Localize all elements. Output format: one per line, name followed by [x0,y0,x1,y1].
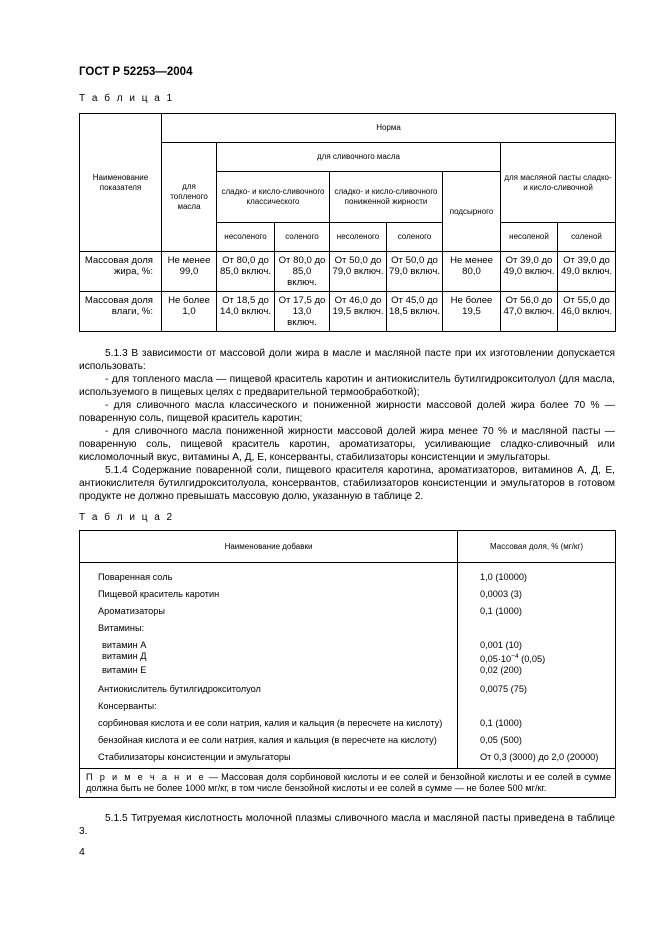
t2-value: 0,1 (1000) [458,606,616,623]
t2-value: 0,1 (1000) [458,718,616,735]
table2 [79,530,616,798]
paragraph: - для топленого масла — пищевой краситель каротин и антиокислитель бутилгидрокситолуол (для масла, используемого в пищевых целях с предварительной термообработкой); [79,374,615,398]
t2-value: 0,0075 (75) [458,684,616,701]
note-text: — Массовая доля сорбиновой кислоты и ее солей и бензойной кислоты и ее солей в сумме должна быть не более 1000 мг/кг, в том числе бензойной кислоты и ее солей в сумме — не более 500 мг/кг. [86,772,611,794]
t1-classic-header: сладко- и кисло-сливочного классического [217,172,330,223]
body-text-1 [79,347,615,503]
paragraph: 5.1.4 Содержание поваренной соли, пищевого красителя каротина, ароматизаторов, витаминов А, Д, Е, антиокислителя бутилгидрокситолуола, консервантов, стабилизаторов консистенции и эмульгаторов в готовом продукте не должно превышать массовую долю, указанную в таблице 2. [79,465,615,502]
t1-cell: От 39,0 до 49,0 включ. [558,252,616,292]
t2-value: 0,0003 (3) [458,589,616,606]
t1-paste-header: для масляной пасты сладко- и кисло-сливочной [501,143,616,223]
vitd-exponent: −4 [511,653,519,660]
t2-name: Пищевой краситель каротин [80,589,458,606]
t1-unsalted-1: несоленого [217,223,275,252]
t1-norm-header: Норма [162,114,616,143]
t1-cell: От 80,0 до 85,0 включ. [275,252,330,292]
t2-value: 0,05 (500) [458,735,616,752]
paragraph: 5.1.3 В зависимости от массовой доли жира в масле и масляной пасте при их изготовлении допускается использовать: [79,348,615,372]
body-text-2 [79,812,615,838]
t1-cell: От 18,5 до 14,0 включ. [217,292,275,332]
t2-name: Ароматизаторы [80,606,458,623]
t2-name: витамин Д [80,651,458,665]
t2-col2-header: Массовая доля, % (мг/кг) [458,531,616,563]
t1-name-header: Наименование показателя [80,114,162,252]
t2-name: бензойная кислота и ее соли натрия, калия и кальция (в пересчете на кислоту) [80,735,458,752]
table1-caption: Т а б л и ц а 1 [79,93,175,104]
t1-row-fat-name: Массовая доля жира, %: [80,252,162,292]
table2-caption: Т а б л и ц а 2 [79,512,175,523]
t1-cell: От 56,0 до 47,0 включ. [501,292,558,332]
table1 [79,113,616,332]
t1-butter-header: для сливочного масла [217,143,501,172]
t2-name: сорбиновая кислота и ее соли натрия, калия и кальция (в пересчете на кислоту) [80,718,458,735]
t2-name: Витамины: [80,623,458,640]
t1-cell: От 55,0 до 46,0 включ. [558,292,616,332]
t2-name: Стабилизаторы консистенции и эмульгаторы [80,752,458,769]
t2-col1-header: Наименование добавки [80,531,458,563]
t1-cell: От 39,0 до 49,0 включ. [501,252,558,292]
t1-cell: От 45,0 до 18,5 включ. [387,292,443,332]
t2-name: Консерванты: [80,701,458,718]
paragraph: - для сливочного масла классического и пониженной жирности массовой долей жира более 70 % — поваренную соль, пищевой краситель каротин; [79,400,615,424]
t1-salted-2: соленого [387,223,443,252]
t1-cell: Не более 1,0 [162,292,217,332]
t1-unsalted-f: несоленой [501,223,558,252]
t1-cell: От 50,0 до 79,0 включ. [330,252,387,292]
t2-value: 0,02 (200) [458,665,616,684]
t1-cell: От 50,0 до 79,0 включ. [387,252,443,292]
t2-name: Поваренная соль [80,563,458,590]
vitd-mgkg: (0,05) [518,654,546,665]
t1-cell: Не менее 80,0 [443,252,501,292]
t2-note [80,769,616,798]
t1-lowfat-header: сладко- и кисло-сливочного пониженной жирности [330,172,443,223]
t1-cell: От 17,5 до 13,0 включ. [275,292,330,332]
t1-cell: От 80,0 до 85,0 включ. [217,252,275,292]
t1-melted-header: для топленого масла [162,143,217,252]
t2-value [458,701,616,718]
t1-cell: Не более 19,5 [443,292,501,332]
t2-name: Антиокислитель бутилгидрокситолуол [80,684,458,701]
vitd-mantissa: 0,05·10 [480,654,512,665]
t1-cell: От 46,0 до 19,5 включ. [330,292,387,332]
t2-value [458,623,616,640]
t2-value [458,651,616,665]
note-label: П р и м е ч а н и е [86,772,206,783]
t2-value: 1,0 (10000) [458,563,616,590]
t1-cell: Не менее 99,0 [162,252,217,292]
page-number: 4 [79,846,85,858]
t1-podsyrny-header: подсырного [443,172,501,252]
t1-unsalted-2: несоленого [330,223,387,252]
paragraph: - для сливочного масла пониженной жирности массовой долей жира менее 70 % и масляной пасты — поваренную соль, пищевой краситель каротин, ароматизаторы, усиливающие сладко-сливочный или кисломолочный вкус, витамины А, Д, Е, консерванты, стабилизаторы консистенции и эмульгаторы. [79,426,615,463]
t1-salted-1: соленого [275,223,330,252]
t1-row-moisture-name: Массовая доля влаги, %: [80,292,162,332]
document-header: ГОСТ Р 52253—2004 [79,66,193,78]
t1-salted-f: соленой [558,223,616,252]
t2-value: От 0,3 (3000) до 2,0 (20000) [458,752,616,769]
paragraph: 5.1.5 Титруемая кислотность молочной плазмы сливочного масла и масляной пасты приведена в таблице 3. [79,813,615,837]
t2-name: витамин А [80,640,458,651]
t2-name: витамин Е [80,665,458,684]
t2-value: 0,001 (10) [458,640,616,651]
